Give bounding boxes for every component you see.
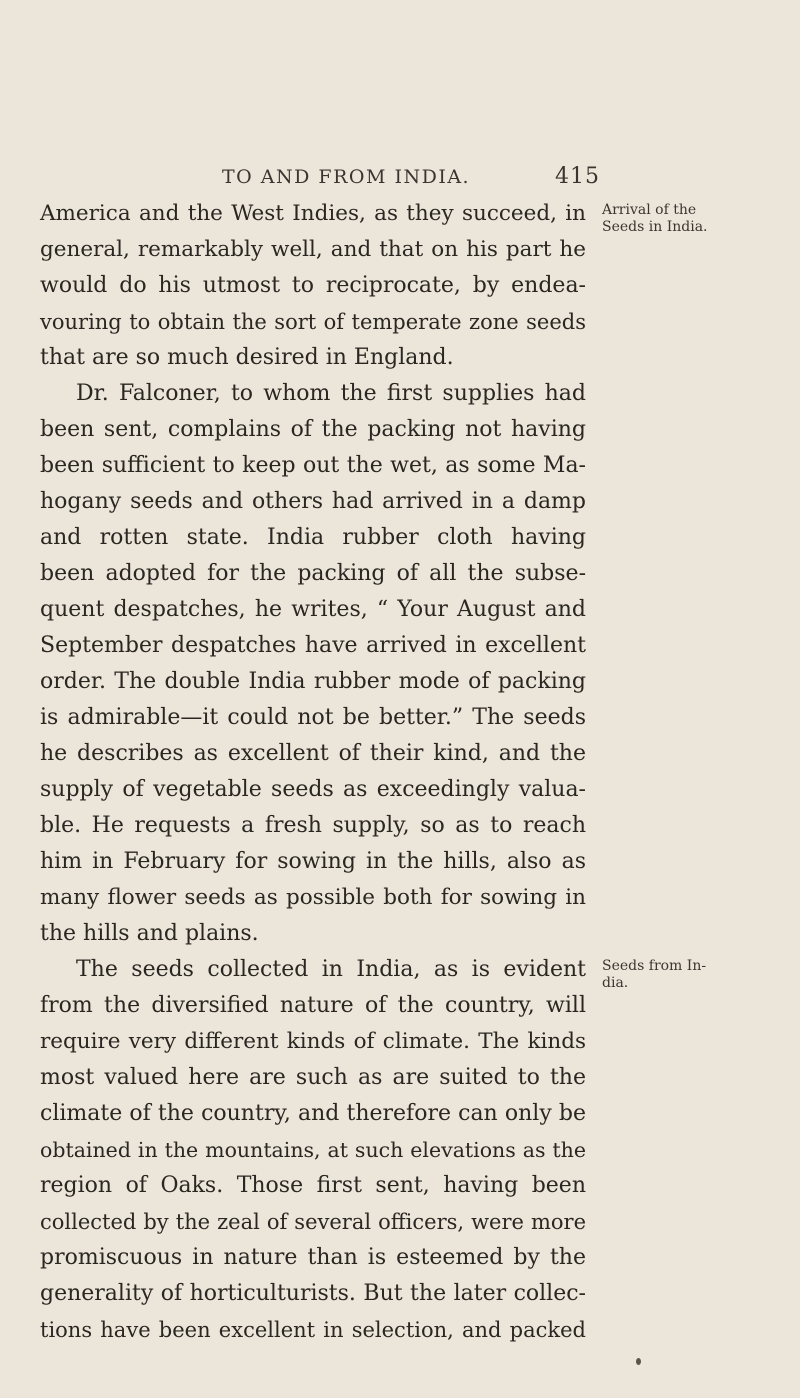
text-line: been adopted for the packing of all the subse- (40, 561, 586, 586)
body-text (40, 196, 586, 1348)
text-line: climate of the country, and therefore can only be (40, 1101, 586, 1126)
text-line: tions have been excellent in selection, and packed (40, 1318, 586, 1342)
text-line: been sufficient to keep out the wet, as some Ma- (40, 453, 586, 478)
text-line: require very different kinds of climate. The kinds (40, 1029, 586, 1054)
running-title: TO AND FROM INDIA. (222, 166, 471, 188)
text-line: supply of vegetable seeds as exceedingly valua- (40, 777, 586, 802)
text-line: and rotten state. India rubber cloth having (40, 525, 586, 550)
text-line: obtained in the mountains, at such elevations as the (40, 1138, 586, 1162)
margin-note-seeds-from-india (602, 958, 792, 992)
text-line: is admirable—it could not be better.” The seeds (40, 705, 586, 730)
margin-note-line: Arrival of the (602, 202, 697, 218)
text-line: he describes as excellent of their kind, and the (40, 741, 586, 766)
page-number: 415 (555, 164, 600, 189)
margin-note-arrival (602, 202, 792, 236)
text-line: September despatches have arrived in excellent (40, 633, 586, 658)
text-line: most valued here are such as are suited to the (40, 1065, 586, 1090)
text-line: the hills and plains. (40, 921, 259, 946)
text-line: region of Oaks. Those first sent, having been (40, 1173, 586, 1198)
margin-note-line: Seeds from In- (602, 958, 707, 974)
text-line: many flower seeds as possible both for sowing in (40, 885, 586, 910)
text-line: from the diversified nature of the country, will (40, 993, 586, 1018)
text-line: him in February for sowing in the hills, also as (40, 849, 586, 874)
text-line: collected by the zeal of several officers, were more (40, 1210, 586, 1234)
text-line: vouring to obtain the sort of temperate zone seeds (40, 310, 586, 334)
text-line: would do his utmost to reciprocate, by endea- (40, 273, 586, 298)
text-line: order. The double India rubber mode of packing (40, 669, 586, 694)
margin-note-line: dia. (602, 975, 629, 991)
text-line: that are so much desired in England. (40, 345, 454, 370)
text-line: The seeds collected in India, as is evident (76, 957, 586, 982)
margin-note-line: Seeds in India. (602, 219, 708, 235)
page-header (180, 166, 620, 196)
text-line: hogany seeds and others had arrived in a damp (40, 489, 586, 514)
text-line: promiscuous in nature than is esteemed by the (40, 1245, 586, 1270)
text-line: ble. He requests a fresh supply, so as to reach (40, 813, 586, 838)
text-line: general, remarkably well, and that on his part he (40, 237, 586, 262)
text-line: been sent, complains of the packing not having (40, 417, 586, 442)
ink-speck (636, 1358, 641, 1365)
text-line: America and the West Indies, as they succeed, in (40, 201, 586, 226)
text-line: Dr. Falconer, to whom the first supplies had (76, 381, 586, 406)
text-line: generality of horticulturists. But the later collec- (40, 1281, 586, 1306)
text-line: quent despatches, he writes, “ Your August and (40, 597, 586, 622)
